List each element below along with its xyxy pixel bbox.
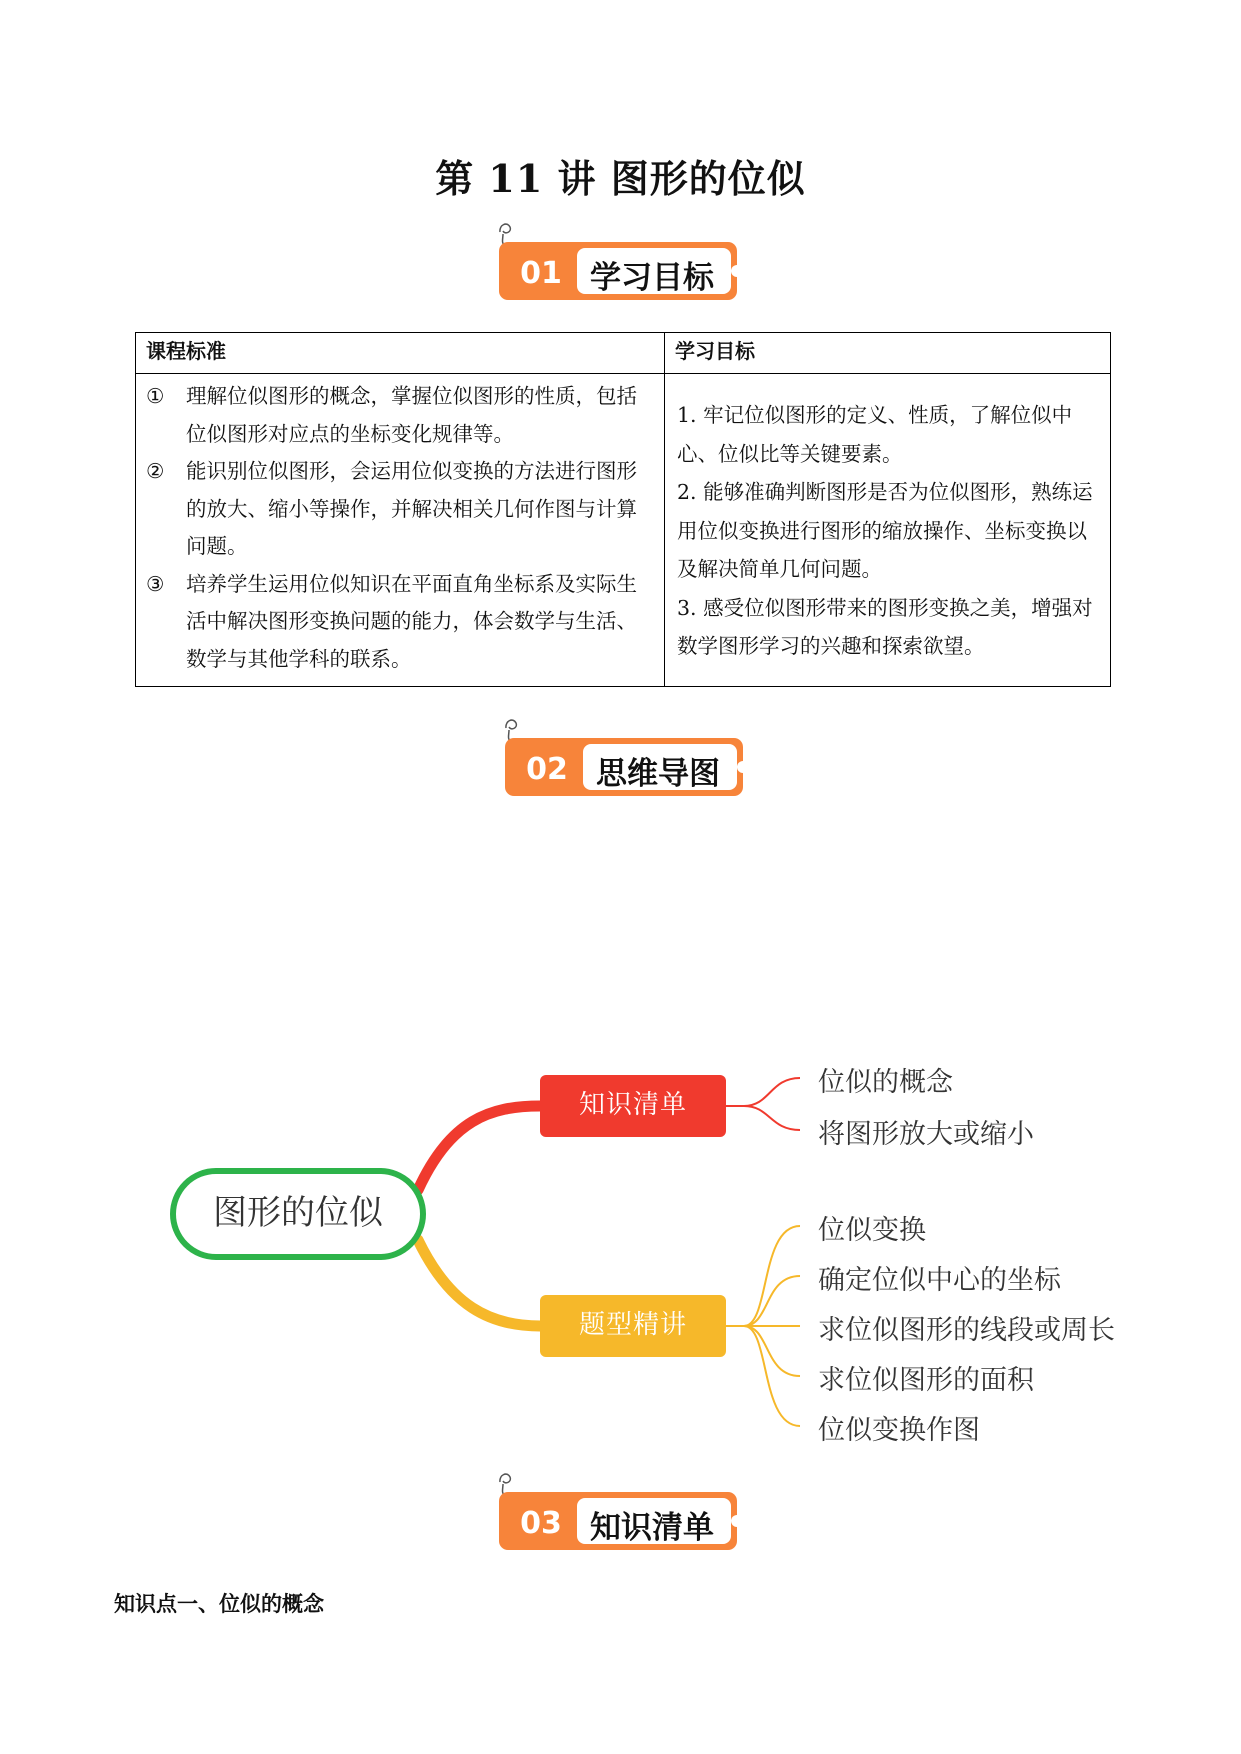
badge-label: 思维导图 — [596, 756, 720, 792]
standard-text: 能识别位似图形，会运用位似变换的方法进行图形的放大、缩小等操作，并解决相关几何作图与计算问题。 — [186, 459, 637, 558]
goal-item: 2. 能够准确判断图形是否为位似图形，熟练运用位似变换进行图形的缩放操作、坐标变换以及解决简单几何问题。 — [677, 480, 1093, 582]
objectives-table — [135, 332, 1111, 687]
leaf-item: 确定位似中心的坐标 — [818, 1265, 1061, 1296]
item-marker: ② — [146, 459, 165, 483]
goal-item: 3. 感受位似图形带来的图形变换之美，增强对数学图形学习的兴趣和探索欲望。 — [677, 595, 1093, 659]
knowledge-point-heading: 知识点一、位似的概念 — [114, 1592, 324, 1616]
branch-knowledge-list: 知识清单 — [540, 1075, 726, 1137]
item-marker: ① — [146, 384, 165, 408]
leaf-item: 位似变换作图 — [818, 1415, 980, 1446]
standard-text: 培养学生运用位似知识在平面直角坐标系及实际生活中解决图形变换问题的能力，体会数学与生活、数学与其他学科的联系。 — [186, 571, 637, 671]
table-row — [136, 374, 1111, 687]
goals-cell — [665, 374, 1111, 687]
standard-item — [146, 566, 650, 679]
section-badge-03 — [497, 1472, 747, 1552]
badge-label: 知识清单 — [590, 1510, 714, 1546]
badge-label: 学习目标 — [590, 260, 714, 296]
item-marker: ③ — [146, 571, 165, 596]
leaf-item: 求位似图形的面积 — [818, 1365, 1034, 1396]
standard-text: 理解位似图形的概念，掌握位似图形的性质，包括位似图形对应点的坐标变化规律等。 — [186, 384, 637, 446]
badge-number: 03 — [520, 1506, 562, 1541]
leaf-item: 位似的概念 — [818, 1067, 953, 1098]
goal-item: 1. 牢记位似图形的定义、性质，了解位似中心、位似比等关键要素。 — [677, 403, 1073, 466]
section-badge-01 — [497, 222, 747, 302]
standards-cell — [136, 374, 665, 687]
header-goals: 学习目标 — [665, 333, 1111, 374]
mind-map — [0, 1040, 1241, 1460]
standard-item — [146, 378, 650, 453]
leaf-item: 将图形放大或缩小 — [818, 1119, 1034, 1150]
standard-item — [146, 453, 650, 566]
badge-number: 01 — [520, 256, 562, 291]
page-title: 第 11 讲 图形的位似 — [435, 156, 806, 201]
leaf-item: 位似变换 — [818, 1215, 926, 1246]
mind-map-root: 图形的位似 — [170, 1168, 426, 1260]
section-badge-02 — [503, 718, 753, 798]
table-header-row — [136, 333, 1111, 374]
badge-number: 02 — [526, 752, 568, 787]
branch-question-types: 题型精讲 — [540, 1295, 726, 1357]
leaf-item: 求位似图形的线段或周长 — [818, 1315, 1115, 1346]
header-standards: 课程标准 — [136, 333, 665, 374]
